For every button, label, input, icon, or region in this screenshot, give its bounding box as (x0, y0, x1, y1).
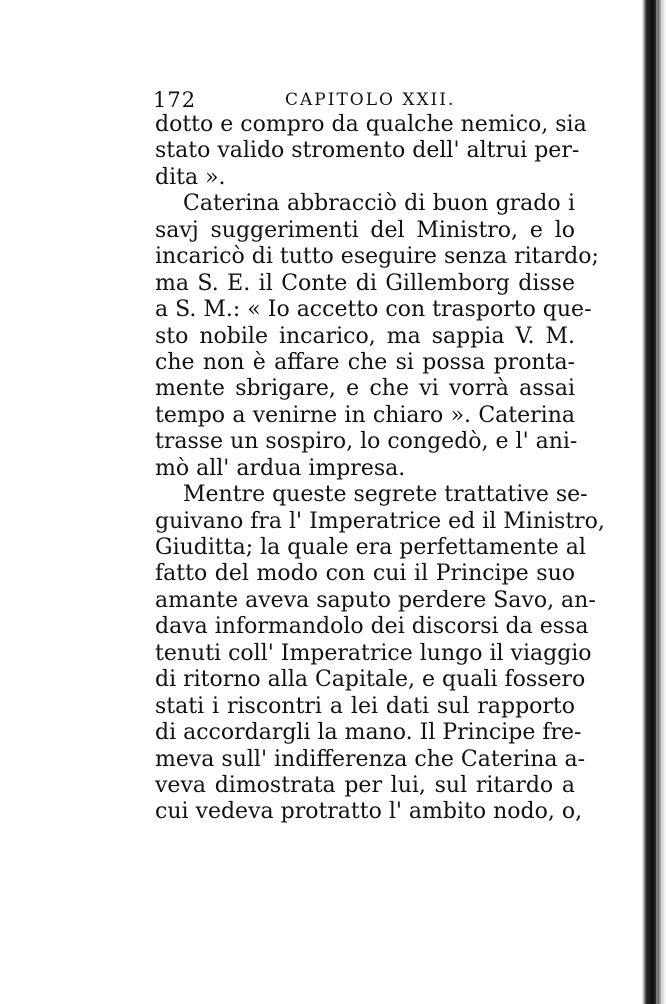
text-line: veva dimostrata per lui, sul ritardo a (155, 772, 575, 798)
text-line: ma S. E. il Conte di Gillemborg disse (155, 270, 575, 296)
text-line: dava informandolo dei discorsi da essa (155, 614, 589, 640)
running-head: CAPITOLO XXII. (285, 90, 456, 110)
text-line: dotto e compro da qualche nemico, sia (155, 112, 587, 137)
text-line: stati i riscontri a lei dati sul rapporto (155, 693, 575, 719)
page-binding-line (656, 0, 658, 1004)
text-line: di ritorno alla Capitale, e quali fossero (155, 667, 586, 693)
text-line: incaricò di tutto eseguire senza ritardo; (155, 244, 599, 270)
text-line: stato valido stromento dell' altrui per- (155, 138, 580, 164)
text-line: fatto del modo con cui il Principe suo (155, 561, 575, 587)
text-line: Giuditta; la quale era perfettamente al (155, 535, 586, 560)
text-line: a S. M.: « Io accetto con trasporto que- (155, 297, 592, 323)
text-line: guivano fra l' Imperatrice ed il Ministro, (155, 508, 605, 534)
page-number: 172 (153, 88, 197, 112)
text-line: dita ». (155, 164, 226, 190)
text-line: Caterina abbracciò di buon grado i (183, 191, 575, 217)
text-line: trasse un sospiro, lo congedò, e l' ani- (155, 429, 578, 455)
text-line: tempo a venirne in chiaro ». Caterina (155, 402, 575, 428)
text-line: amante aveva saputo perdere Savo, an- (155, 587, 596, 613)
text-line: cui vedeva protratto l' ambito nodo, o, (155, 799, 583, 825)
text-line: tenuti coll' Imperatrice lungo il viaggio (155, 640, 592, 666)
body-text (155, 112, 605, 826)
text-line: sto nobile incarico, ma sappia V. M. (155, 323, 575, 349)
text-line: di accordargli la mano. Il Principe fre- (155, 720, 582, 746)
text-line: meva sull' indifferenza che Caterina a- (155, 746, 586, 772)
text-line: mò all' ardua impresa. (155, 455, 406, 481)
text-line: Mentre queste segrete trattative se- (183, 482, 588, 508)
text-line: mente sbrigare, e che vi vorrà assai (155, 376, 575, 402)
text-line: savj suggerimenti del Ministro, e lo (155, 217, 575, 243)
text-line: che non è affare che si possa pronta- (155, 349, 575, 375)
page-binding-edge (636, 0, 666, 1004)
